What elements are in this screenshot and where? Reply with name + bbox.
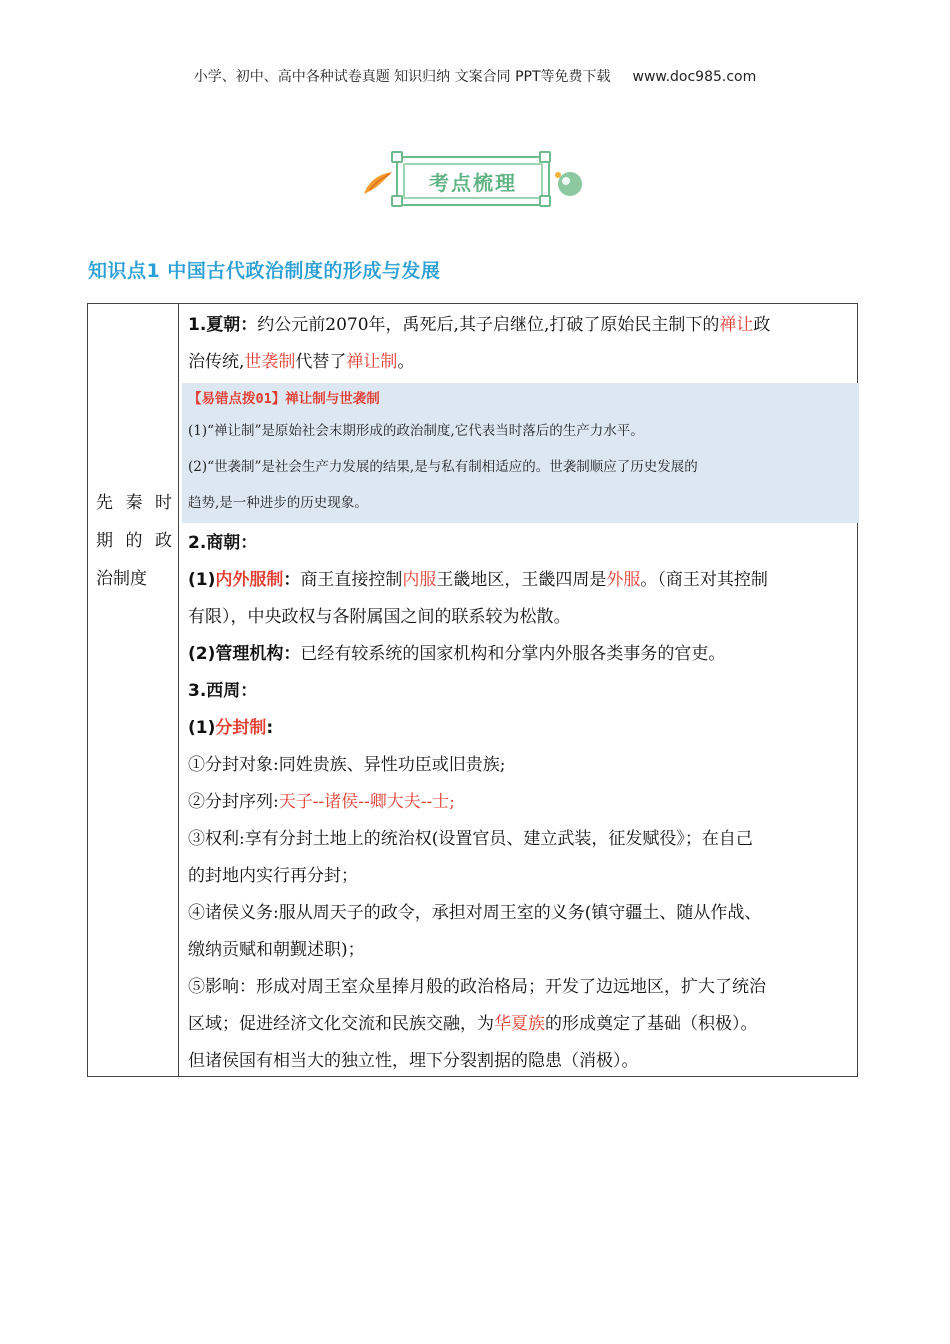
zhou-item-4-line-1: ④诸侯义务:服从周天子的政令，承担对周王室的义务(镇守疆土、随从作战、 — [188, 903, 762, 923]
text: 。（商王对其控制 — [640, 570, 768, 590]
text: 代替了 — [295, 352, 347, 372]
highlight-text: 华夏族 — [494, 1014, 545, 1034]
text: 。 — [397, 352, 415, 372]
xia-line-1 — [188, 307, 850, 344]
text: 已经有较系统的国家机构和分掌内外服各类事务的官吏。 — [300, 644, 726, 664]
zhou-heading — [188, 673, 850, 710]
content-cell — [188, 307, 850, 1080]
xia-heading: 1.夏朝： — [188, 315, 258, 335]
text: ②分封序列: — [188, 792, 279, 812]
banner-frame — [396, 156, 550, 206]
zhou-item-5-line-3: 但诸侯国有相当大的独立性，埋下分裂割据的隐患（消极）。 — [188, 1051, 639, 1071]
shang-p1-line-2: 有限），中央政权与各附属国之间的联系较为松散。 — [188, 607, 571, 627]
zhou-item-5-line-2 — [188, 1006, 850, 1043]
highlight-text: 禅让制 — [346, 352, 398, 372]
highlight-text: 分封制 — [215, 718, 267, 738]
category-cell — [88, 304, 179, 1076]
tip-line: (1)“禅让制”是原始社会末期形成的政治制度,它代表当时落后的生产力水平。 — [188, 423, 644, 439]
shang-heading — [188, 525, 850, 562]
text: (1) — [188, 570, 216, 590]
highlight-text: 禅让 — [719, 315, 754, 335]
tip-line: 趋势,是一种进步的历史现象。 — [188, 495, 368, 511]
leaf-icon — [360, 164, 396, 198]
zhou-item-3-line-1: ③权利:享有分封土地上的统治权(设置官员、建立武装，征发赋役》；在自己 — [188, 829, 753, 849]
text: 区域；促进经济文化交流和民族交融，为 — [188, 1014, 494, 1034]
zhou-item-4-line-2: 缴纳贡赋和朝觐述职)； — [188, 940, 365, 960]
header-url: www.doc985.com — [632, 69, 757, 85]
highlight-text: 世袭制 — [244, 352, 296, 372]
tip-title: 【易错点拨01】禅让制与世袭制 — [188, 391, 380, 407]
heading-text: 2.商朝： — [188, 533, 258, 553]
category-label-line: 期的政 — [96, 531, 172, 551]
xia-line-2 — [188, 344, 850, 381]
page-header — [0, 66, 950, 86]
banner-label: 考点梳理 — [403, 163, 543, 199]
highlight-text: 内服 — [402, 570, 437, 590]
text: 王畿地区，王畿四周是 — [436, 570, 607, 590]
ball-icon — [552, 166, 586, 200]
text: 治传统, — [188, 352, 245, 372]
text: 商王直接控制 — [300, 570, 403, 590]
text: (1) — [188, 718, 216, 738]
corner-square — [539, 195, 551, 207]
shang-p2 — [188, 636, 850, 673]
text: ： — [283, 570, 301, 590]
text: 的形成奠定了基础（积极）。 — [545, 1014, 758, 1034]
banner — [360, 150, 600, 214]
zhou-sub-heading — [188, 710, 850, 747]
zhou-item-3-line-2: 的封地内实行再分封； — [188, 866, 358, 886]
knowledge-table — [87, 303, 858, 1077]
category-label — [96, 484, 172, 598]
shang-p1-line-1 — [188, 562, 850, 599]
corner-square — [539, 151, 551, 163]
category-label-line: 治制度 — [96, 569, 147, 589]
heading-text: 3.西周： — [188, 681, 258, 701]
highlight-text: 内外服制 — [215, 570, 284, 590]
text: : — [266, 718, 274, 738]
text: 政 — [753, 315, 771, 335]
zhou-item-2 — [188, 784, 850, 821]
tip-line: (2)“世袭制”是社会生产力发展的结果,是与私有制相适应的。世袭制顺应了历史发展的 — [188, 459, 698, 475]
category-label-line: 先秦时 — [96, 493, 172, 513]
highlight-text: 天子--诸侯--卿大夫--士; — [278, 792, 455, 812]
zhou-item-1: ①分封对象:同姓贵族、异性功臣或旧贵族; — [188, 755, 506, 775]
section-title: 知识点1 中国古代政治制度的形成与发展 — [88, 260, 441, 282]
header-text: 小学、初中、高中各种试卷真题 知识归纳 文案合同 PPT等免费下载 — [193, 69, 611, 85]
corner-square — [391, 151, 403, 163]
highlight-text: 外服 — [606, 570, 641, 590]
tip-box — [182, 383, 859, 523]
corner-square — [391, 195, 403, 207]
text: 约公元前2070年，禹死后,其子启继位,打破了原始民主制下的 — [257, 315, 720, 335]
text: (2)管理机构： — [188, 644, 301, 664]
zhou-item-5-line-1: ⑤影响：形成对周王室众星捧月般的政治格局；开发了边远地区，扩大了统治 — [188, 977, 766, 997]
